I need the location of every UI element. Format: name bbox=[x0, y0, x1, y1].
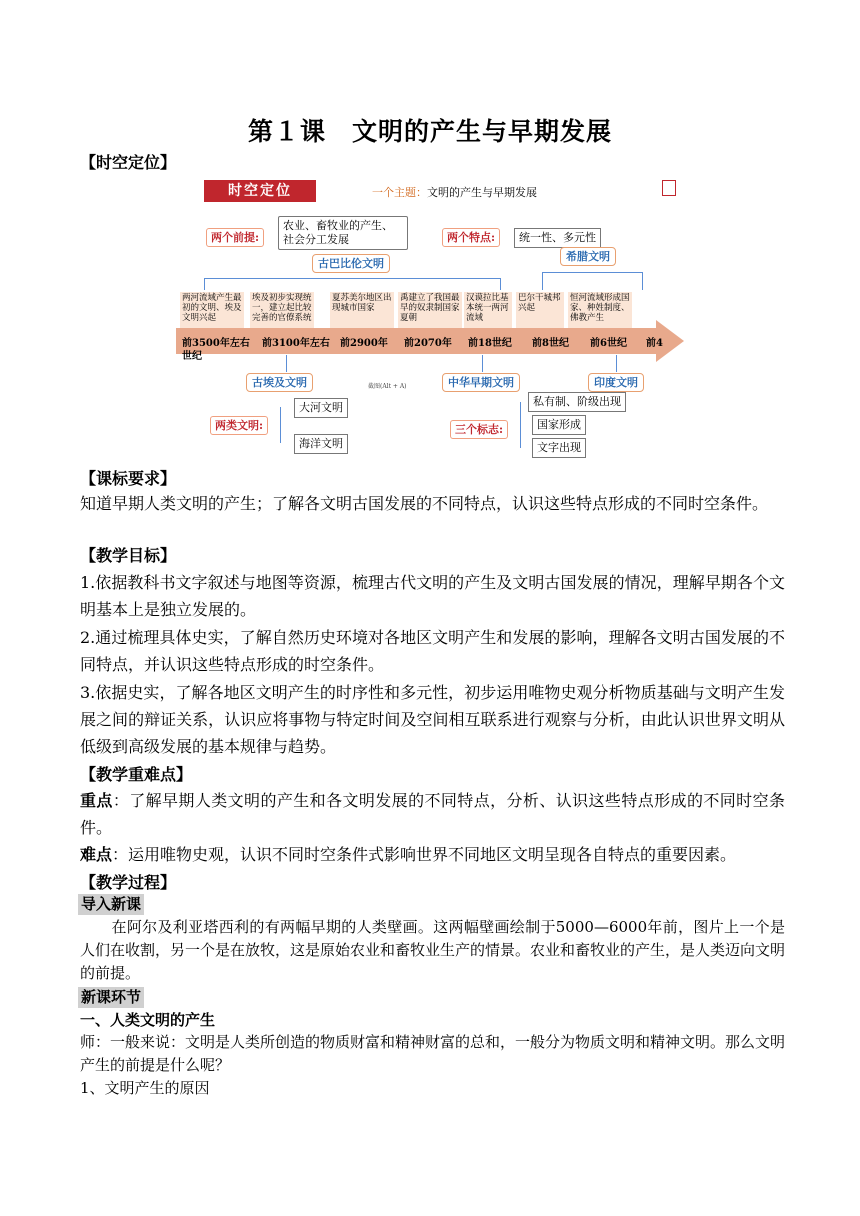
intro-text: 在阿尔及利亚塔西利的有两幅早期的人类壁画。这两幅壁画绘制于5000—6000年前，图片上一个是人们在收割，另一个是在放牧，这是原始农业和畜牧业生产的情景。农业和畜牧业的产生，是人类迈向文明的前提。 bbox=[80, 918, 786, 982]
civ-greece: 希腊文明 bbox=[560, 247, 616, 266]
diagram-banner: 时空定位 bbox=[204, 180, 316, 202]
event-box: 禹建立了我国最早的奴隶制国家夏朝 bbox=[398, 292, 462, 334]
goal-2: 2.通过梳理具体史实，了解自然历史环境对各地区文明产生和发展的影响，理解各文明古国发展的不同特点，并认识这些特点形成的时空条件。 bbox=[80, 628, 785, 674]
premise-label: 两个前提: bbox=[206, 228, 264, 247]
goal-3: 3.依据史实，了解各地区文明产生的时序性和多元性，初步运用唯物史观分析物质基础与文明产生发展之间的辩证关系，认识应将事物与特定时间及空间相互联系进行观察与分析，由此认识世界文明从低级到高级发展的基本规律与趋势。 bbox=[80, 683, 785, 756]
key-label: 重点 bbox=[80, 791, 113, 810]
civ-china: 中华早期文明 bbox=[442, 373, 520, 392]
diagram-theme bbox=[372, 184, 537, 200]
timeline-date: 前18世纪 bbox=[468, 338, 512, 349]
small-note: 截图(Alt + A) bbox=[368, 383, 407, 390]
bracket-line bbox=[204, 278, 500, 279]
difficult-label: 难点 bbox=[80, 845, 113, 864]
standard-text: 知道早期人类文明的产生；了解各文明古国发展的不同特点，认识这些特点形成的不同时空条件。 bbox=[80, 494, 769, 513]
bracket-line bbox=[542, 272, 642, 273]
connector-line bbox=[616, 355, 617, 372]
bracket-line bbox=[520, 402, 521, 448]
timeline-date: 前2900年 bbox=[340, 338, 388, 349]
sign-box: 国家形成 bbox=[532, 415, 586, 435]
sign-box: 文字出现 bbox=[532, 438, 586, 458]
connector-line bbox=[286, 355, 287, 372]
feature-box: 统一性、多元性 bbox=[514, 228, 601, 248]
signs-label: 三个标志: bbox=[450, 420, 508, 439]
difficult-text: ：运用唯物史观，认识不同时空条件式影响世界不同地区文明呈现各自特点的重要因素。 bbox=[112, 845, 737, 864]
goal-1: 1.依据教科书文字叙述与地图等资源，梳理古代文明的产生及文明古国发展的情况，理解早期各个文明基本上是独立发展的。 bbox=[80, 573, 785, 619]
types-label: 两类文明: bbox=[210, 416, 268, 435]
intro-label: 导入新课 bbox=[78, 894, 144, 915]
bracket-line bbox=[500, 278, 501, 290]
bracket-line bbox=[642, 272, 643, 290]
section-goals: 【教学目标】 bbox=[80, 546, 177, 565]
bracket-line bbox=[204, 278, 205, 290]
timeline-date: 前3500年左右 bbox=[182, 338, 250, 349]
civ-egypt: 古埃及文明 bbox=[246, 373, 313, 392]
event-box: 夏苏美尔地区出现城市国家 bbox=[330, 292, 394, 334]
timeline-date: 前2070年 bbox=[404, 338, 452, 349]
key-text: ：了解早期人类文明的产生和各文明发展的不同特点，分析、认识这些特点形成的不同时空条件。 bbox=[80, 791, 785, 837]
civ-india: 印度文明 bbox=[588, 373, 644, 392]
key-point bbox=[80, 787, 785, 841]
timeline-date: 前4 bbox=[646, 338, 663, 349]
type-box: 大河文明 bbox=[294, 398, 348, 418]
page-title: 第１课 文明的产生与早期发展 bbox=[247, 117, 612, 146]
civ-babylon: 古巴比伦文明 bbox=[312, 254, 390, 273]
sign-box: 私有制、阶级出现 bbox=[528, 392, 626, 412]
type-box: 海洋文明 bbox=[294, 434, 348, 454]
item-1: 1、文明产生的原因 bbox=[80, 1079, 210, 1097]
timeline-date: 前3100年左右 bbox=[262, 338, 330, 349]
timeline-date: 世纪 bbox=[182, 351, 202, 362]
theme-text: 文明的产生与早期发展 bbox=[427, 186, 537, 199]
connector-line bbox=[482, 355, 483, 372]
bracket-line bbox=[280, 407, 281, 443]
theme-prefix: 一个主题： bbox=[372, 186, 427, 199]
timeline-date: 前6世纪 bbox=[590, 338, 627, 349]
section-standard: 【课标要求】 bbox=[80, 469, 177, 488]
new-lesson-label: 新课环节 bbox=[78, 987, 144, 1008]
spacetime-diagram bbox=[176, 174, 684, 462]
teacher-text: 师：一般来说：文明是人类所创造的物质财富和精神财富的总和，一般分为物质文明和精神文明。那么文明产生的前提是什么呢？ bbox=[80, 1033, 786, 1074]
part1-title: 一、人类文明的产生 bbox=[80, 1011, 216, 1029]
section-keypoints: 【教学重难点】 bbox=[80, 765, 193, 784]
feature-label: 两个特点: bbox=[442, 228, 500, 247]
event-box: 恒河流域形成国家、种姓制度、佛教产生 bbox=[568, 292, 632, 334]
premise-box: 农业、畜牧业的产生、社会分工发展 bbox=[278, 216, 408, 250]
event-box: 巴尔干城邦兴起 bbox=[516, 292, 564, 334]
difficult-point bbox=[80, 841, 785, 868]
bracket-line bbox=[542, 272, 543, 290]
event-box: 两河流域产生最初的文明、埃及文明兴起 bbox=[180, 292, 244, 334]
timeline-date: 前8世纪 bbox=[532, 338, 569, 349]
seal-icon bbox=[662, 180, 676, 196]
event-box: 汉谟拉比基本统一两河流域 bbox=[464, 292, 512, 334]
event-box: 埃及初步实现统一，建立起比较完善的官僚系统 bbox=[250, 292, 314, 334]
section-process: 【教学过程】 bbox=[80, 873, 177, 892]
section-spacetime: 【时空定位】 bbox=[80, 153, 177, 172]
